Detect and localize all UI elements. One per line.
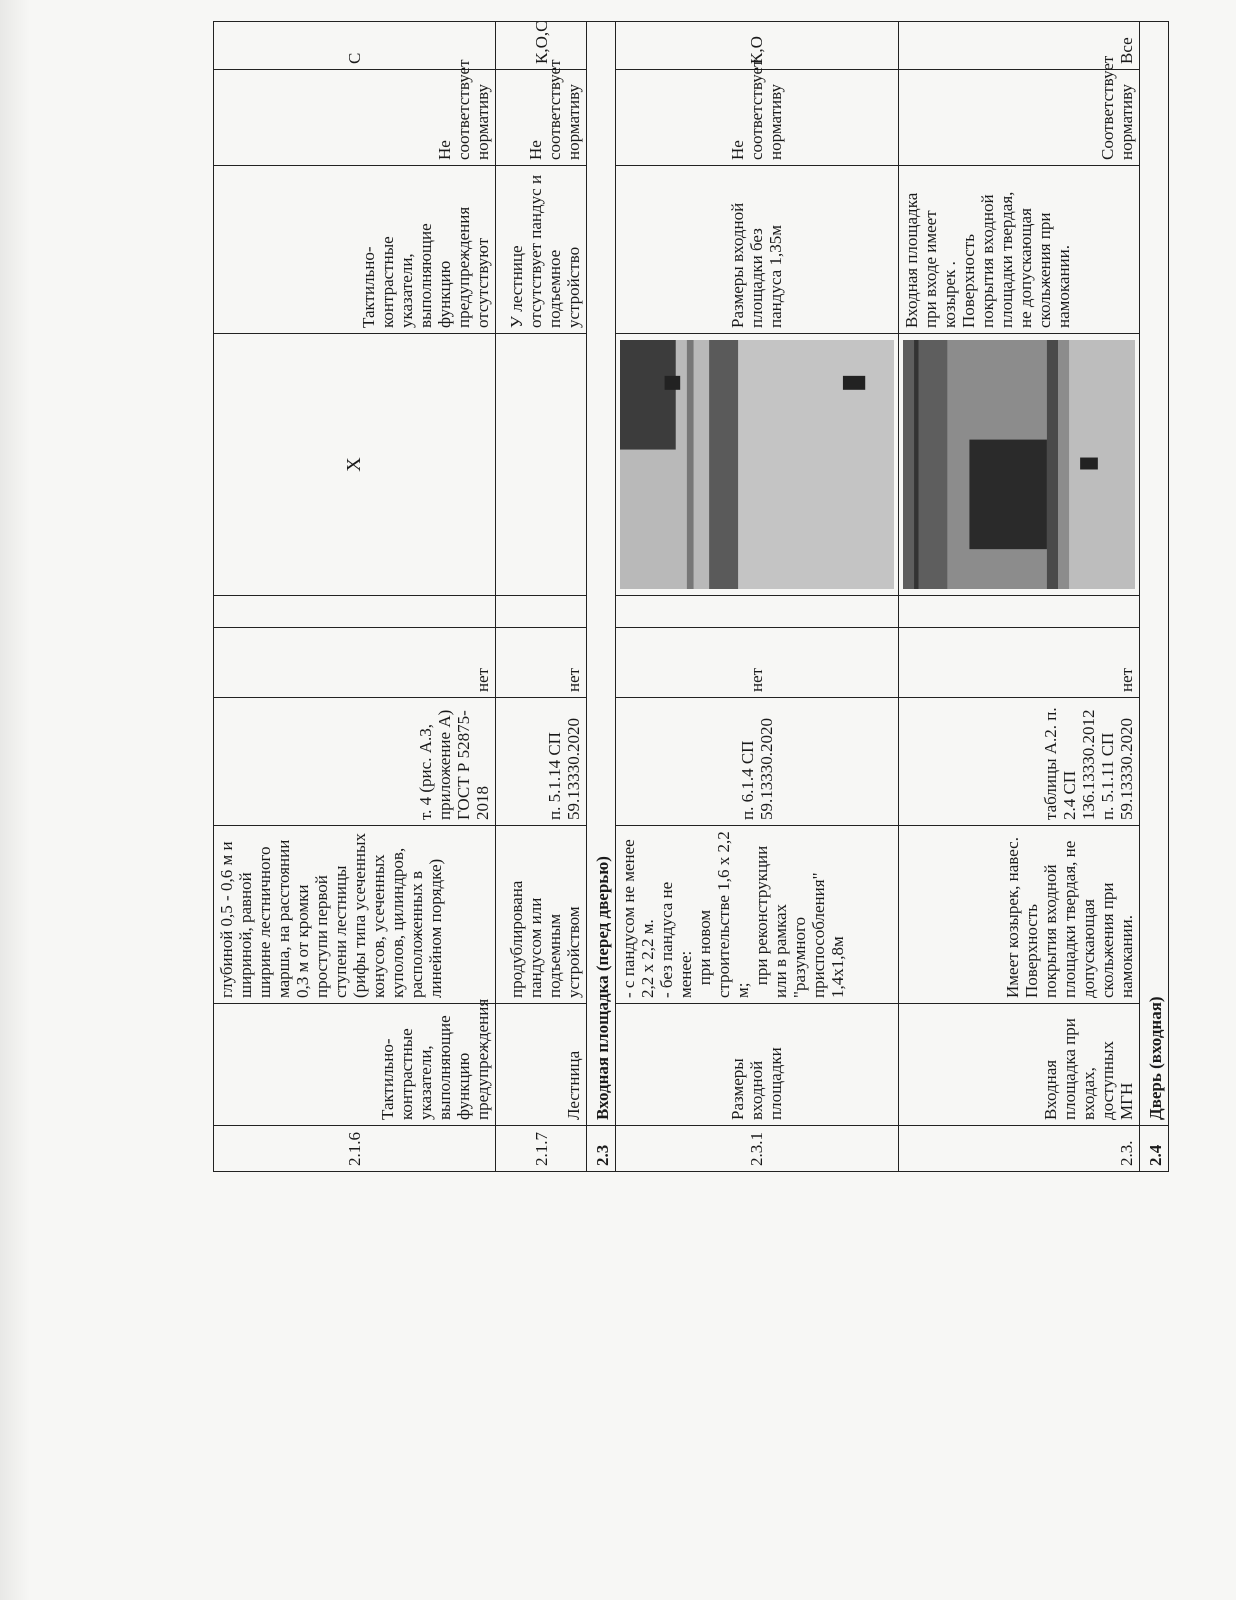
section-row-2-4 [1140,22,1169,1172]
actual-state: Размеры входной площадки без пандуса 1,35м [615,166,898,334]
table-row-2-3-1 [615,22,898,1172]
document-sheet [213,20,1169,1172]
normative-reference: п. 6.1.4 СП 59.13330.2020 [615,698,898,826]
section-row-2-3 [587,22,616,1172]
section-title: Дверь (входная) [1140,22,1169,1126]
entrance-canopy-photo [903,340,1135,589]
actual-state: У лестнице отсутствует пандус и подъемное устройство [496,166,587,334]
availability: нет [615,628,898,698]
rotated-table-wrapper [213,20,1169,1172]
row-number: 2.3.1 [615,1126,898,1172]
availability: нет [898,628,1139,698]
row-number: 2.3. [898,1126,1139,1172]
conformity: Не соответствует нормативу [615,70,898,166]
category: К,О,С [496,22,587,70]
entrance-photo-cell [615,334,898,596]
availability: нет [214,628,496,698]
table-row-2-1-7 [496,22,587,1172]
conformity: Не соответствует нормативу [214,70,496,166]
conformity: Соответствует нормативу [898,70,1139,166]
category: Все [898,22,1139,70]
photo-placeholder: X [214,334,496,596]
section-number: 2.3 [587,1126,616,1172]
section-number: 2.4 [1140,1126,1169,1172]
empty-cell [496,596,587,628]
table-row-2-3-2 [898,22,1139,1172]
element-name: Тактильно-контрастные указатели, выполняющие функцию предупреждения [214,1004,496,1126]
requirement: Имеет козырек, навес. Поверхность покрытия входной площадки твердая, не допускающая скольжения при намокании. [898,826,1139,1004]
empty-cell [898,596,1139,628]
category: К,О [615,22,898,70]
actual-state: Входная площадка при входе имеет козырек . Поверхность покрытия входной площадки твердая, не допускающая скольжения при намокании. [898,166,1139,334]
normative-reference: таблицы А.2. п. 2.4 СП 136.13330.2012 п. 5.1.11 СП 59.13330.2020 [898,698,1139,826]
normative-reference: п. 5.1.14 СП 59.13330.2020 [496,698,587,826]
row-number: 2.1.6 [214,1126,496,1172]
requirement: - с пандусом не менее 2,2 х 2,2 м. - без пандуса не менее: при новом строительстве 1,6 х 2,2 м; при реконструкции или в рамках "разумного приспособления" 1,4х1,8м [615,826,898,1004]
row-number: 2.1.7 [496,1126,587,1172]
availability: нет [496,628,587,698]
element-name: Лестница [496,1004,587,1126]
table-row-2-1-6 [214,22,496,1172]
empty-photo-cell [496,334,587,596]
empty-cell [214,596,496,628]
actual-state: Тактильно-контрастные указатели, выполняющие функцию предупреждения отсутствуют [214,166,496,334]
section-title: Входная площадка (перед дверью) [587,22,616,1126]
normative-reference: т. 4 (рис. А.3, приложение А) ГОСТ Р 52875-2018 [214,698,496,826]
entrance-photo-cell [898,334,1139,596]
category: С [214,22,496,70]
requirement: глубиной 0,5 - 0,6 м и шириной, равной ширине лестничного марша, на расстоянии 0,3 м от кромки проступи первой ступени лестницы (рифы типа усеченных конусов, усеченных куполов, цилиндров, расположенных в линейном порядке) [214,826,496,1004]
requirement: продублирована пандусом или подъемным устройством [496,826,587,1004]
empty-cell [615,596,898,628]
conformity: Не соответствует нормативу [496,70,587,166]
entrance-platform-photo [620,340,894,589]
element-name: Входная площадка при входах, доступных МГН [898,1004,1139,1126]
inspection-table [213,21,1169,1172]
element-name: Размеры входной площадки [615,1004,898,1126]
scan-edge-shadow [0,0,30,1600]
